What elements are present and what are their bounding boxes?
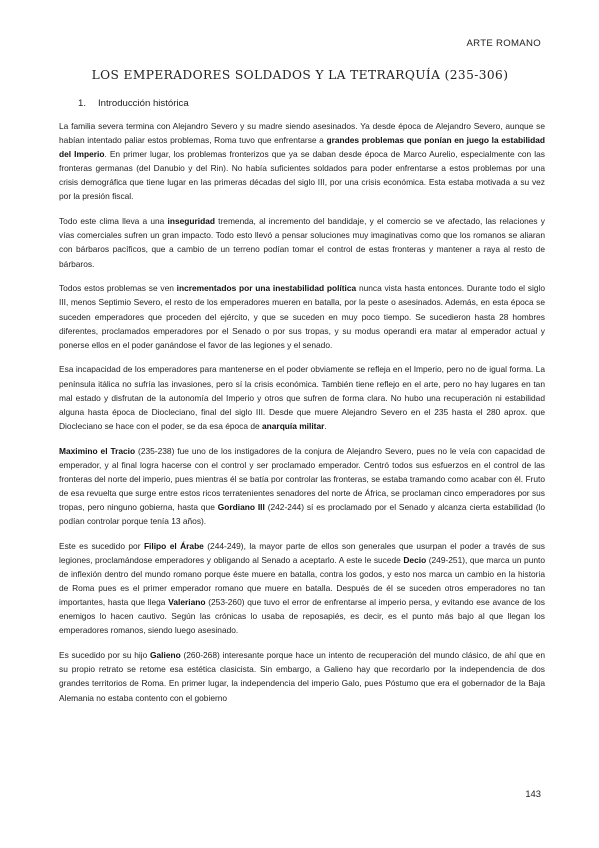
text-run: Todo este clima lleva a una: [59, 216, 168, 227]
paragraph: [59, 362, 545, 432]
running-header: ARTE ROMANO: [466, 38, 541, 49]
text-run: (260-268) interesante porque hace un intento de recuperación del mundo clásico, de ahí que en su propio retrato se retome esa estética clasicista. Sin embargo, a Galieno hay que recordarlo por la independencia de dos grandes territorios de Roma. En primer lugar, la independencia del imperio Galo, pues Póstumo que era el gobernador de la Baja Alemania no estaba contento con el gobierno: [59, 650, 545, 703]
text-run: (249-251), que marca un punto de inflexión dentro del mundo romano porque éste muere en batalla, contra los godos, y esto nos marca un cambio en la historia de Roma pues es el primer emperador romano que muere en batalla. Después de él se suceden otros emperadores no tan importantes, hasta que llega: [59, 554, 545, 608]
paragraph: [59, 648, 545, 704]
bold-phrase: Maximino el Tracio: [59, 445, 136, 456]
bold-phrase: anarquía militar: [262, 420, 325, 431]
chapter-title: LOS EMPERADORES SOLDADOS Y LA TETRARQUÍA (235-306): [91, 68, 509, 82]
text-run: Todos estos problemas se ven: [59, 283, 177, 294]
text-run: . En primer lugar, los problemas fronterizos que ya se daban desde época de Marco Aurelio, especialmente con las fronteras germanas (del Danubio y del Rin). No había suficientes soldados para poder enfrentarse a estos problemas por una crisis demográfica que tiene lugar en las primeras décadas del siglo III, por una crisis económica. Esta estaba motivada a su vez por la presión fiscal.: [59, 149, 545, 202]
text-run: (242-244) sí es proclamado por el Senado y alcanza cierta estabilidad (lo podían controlar porque tenía 13 años).: [59, 502, 545, 527]
section-heading: [78, 98, 189, 109]
text-run: Esa incapacidad de los emperadores para mantenerse en el poder obviamente se refleja en el Imperio, pero no de igual forma. La península itálica no sufría las invasiones, pero sí la crisis económica. También tiene reflejo en el arte, pero no hay lugares en tan mal estado y disfrutan de la autonomía del Imperio y otros que sufren de forma clara. No hubo una recuperación ni estabilidad alguna hasta época de Diocleciano, final del siglo III. Desde que muere Alejandro Severo en el 235 hasta el 280 aprox. que Diocleciano se hace con el poder, se da esa época de: [59, 364, 545, 431]
bold-phrase: incrementados por una inestabilidad política: [176, 283, 357, 294]
paragraph: [59, 214, 545, 270]
bold-phrase: Filipo el Árabe: [143, 540, 204, 551]
bold-phrase: Gordiano III: [217, 502, 265, 512]
paragraph: [59, 119, 545, 204]
bold-phrase: Galieno: [150, 650, 181, 661]
text-run: (235-238) fue uno de los instigadores de la conjura de Alejandro Severo, pues no le veía con capacidad de emperador, y al final logra hacerse con el control y ser proclamado emperador. Centró todos sus esfuerzos en el control de las fronteras del norte del imperio, pues mientras él se batía por controlar las fronteras, se estaba tramando como acabar con él. Fruto de esa revuelta que surge entre estos ricos terratenientes senadores del norte de África, se proclaman cinco emperadores por sus tropas, pero ninguno gobierna, hasta que: [59, 445, 545, 512]
text-run: (244-249), la mayor parte de ellos son generales que usurpan el poder a través de sus legiones, proclamándose emperadores y obligando al Senado a aceptarlo. A este le sucede: [59, 540, 545, 565]
paragraph: [59, 281, 545, 351]
paragraph: [59, 444, 545, 529]
paragraph: [59, 539, 545, 638]
text-run: Este es sucedido por: [59, 540, 144, 551]
text-run: La familia severa termina con Alejandro Severo y su madre siendo asesinados. Ya desde época de Alejandro Severo, aunque se habían intentado paliar estos problemas, Roma tuvo que enfrentarse a: [59, 121, 545, 146]
text-run: nunca vista hasta entonces. Durante todo el siglo III, menos Septimio Severo, el resto de los emperadores mueren en batalla, por la peste o asesinados. Además, en esta época se suceden emperadores que proceden del ejército, y que se suceden en muy poco tiempo. Se sucedieron hasta 28 hombres diferentes, proclamados emperadores por el Senado o por sus tropas, y su modus operandi era matar al emperador actual y ponerse ellos en el poder ganándose el favor de las legiones y el senado.: [59, 283, 545, 350]
bold-phrase: inseguridad: [167, 216, 215, 227]
bold-phrase: Valeriano: [168, 597, 206, 608]
section-title: Introducción histórica: [98, 98, 189, 109]
page-number: 143: [525, 788, 541, 799]
text-run: tremenda, al incremento del bandidaje, y el comercio se ve afectado, las relaciones y vías comerciales sufren un gran impacto. Todo esto llevó a pensar soluciones muy imaginativas como que los romanos se aliaran con bárbaros pacíficos, que a cambio de un terreno podían tomar el control de estas fronteras y mantener a raya al resto de bárbaros.: [59, 216, 545, 269]
text-run: .: [324, 420, 327, 431]
bold-phrase: grandes problemas que ponían en juego la estabilidad del Imperio: [59, 135, 545, 160]
body-text: [59, 119, 545, 715]
text-run: (253-260) que tuvo el error de enfrentarse al imperio persa, y evitando ese avance de los enemigos lo hacen cautivo. Según las crónicas lo usaba de reposapiés, es decir, es el punto más bajo al que llegan los emperadores romanos, siendo luego asesinado.: [59, 597, 545, 636]
section-number: 1.: [78, 98, 87, 109]
bold-phrase: Decio: [403, 554, 427, 565]
text-run: Es sucedido por su hijo: [59, 650, 150, 661]
